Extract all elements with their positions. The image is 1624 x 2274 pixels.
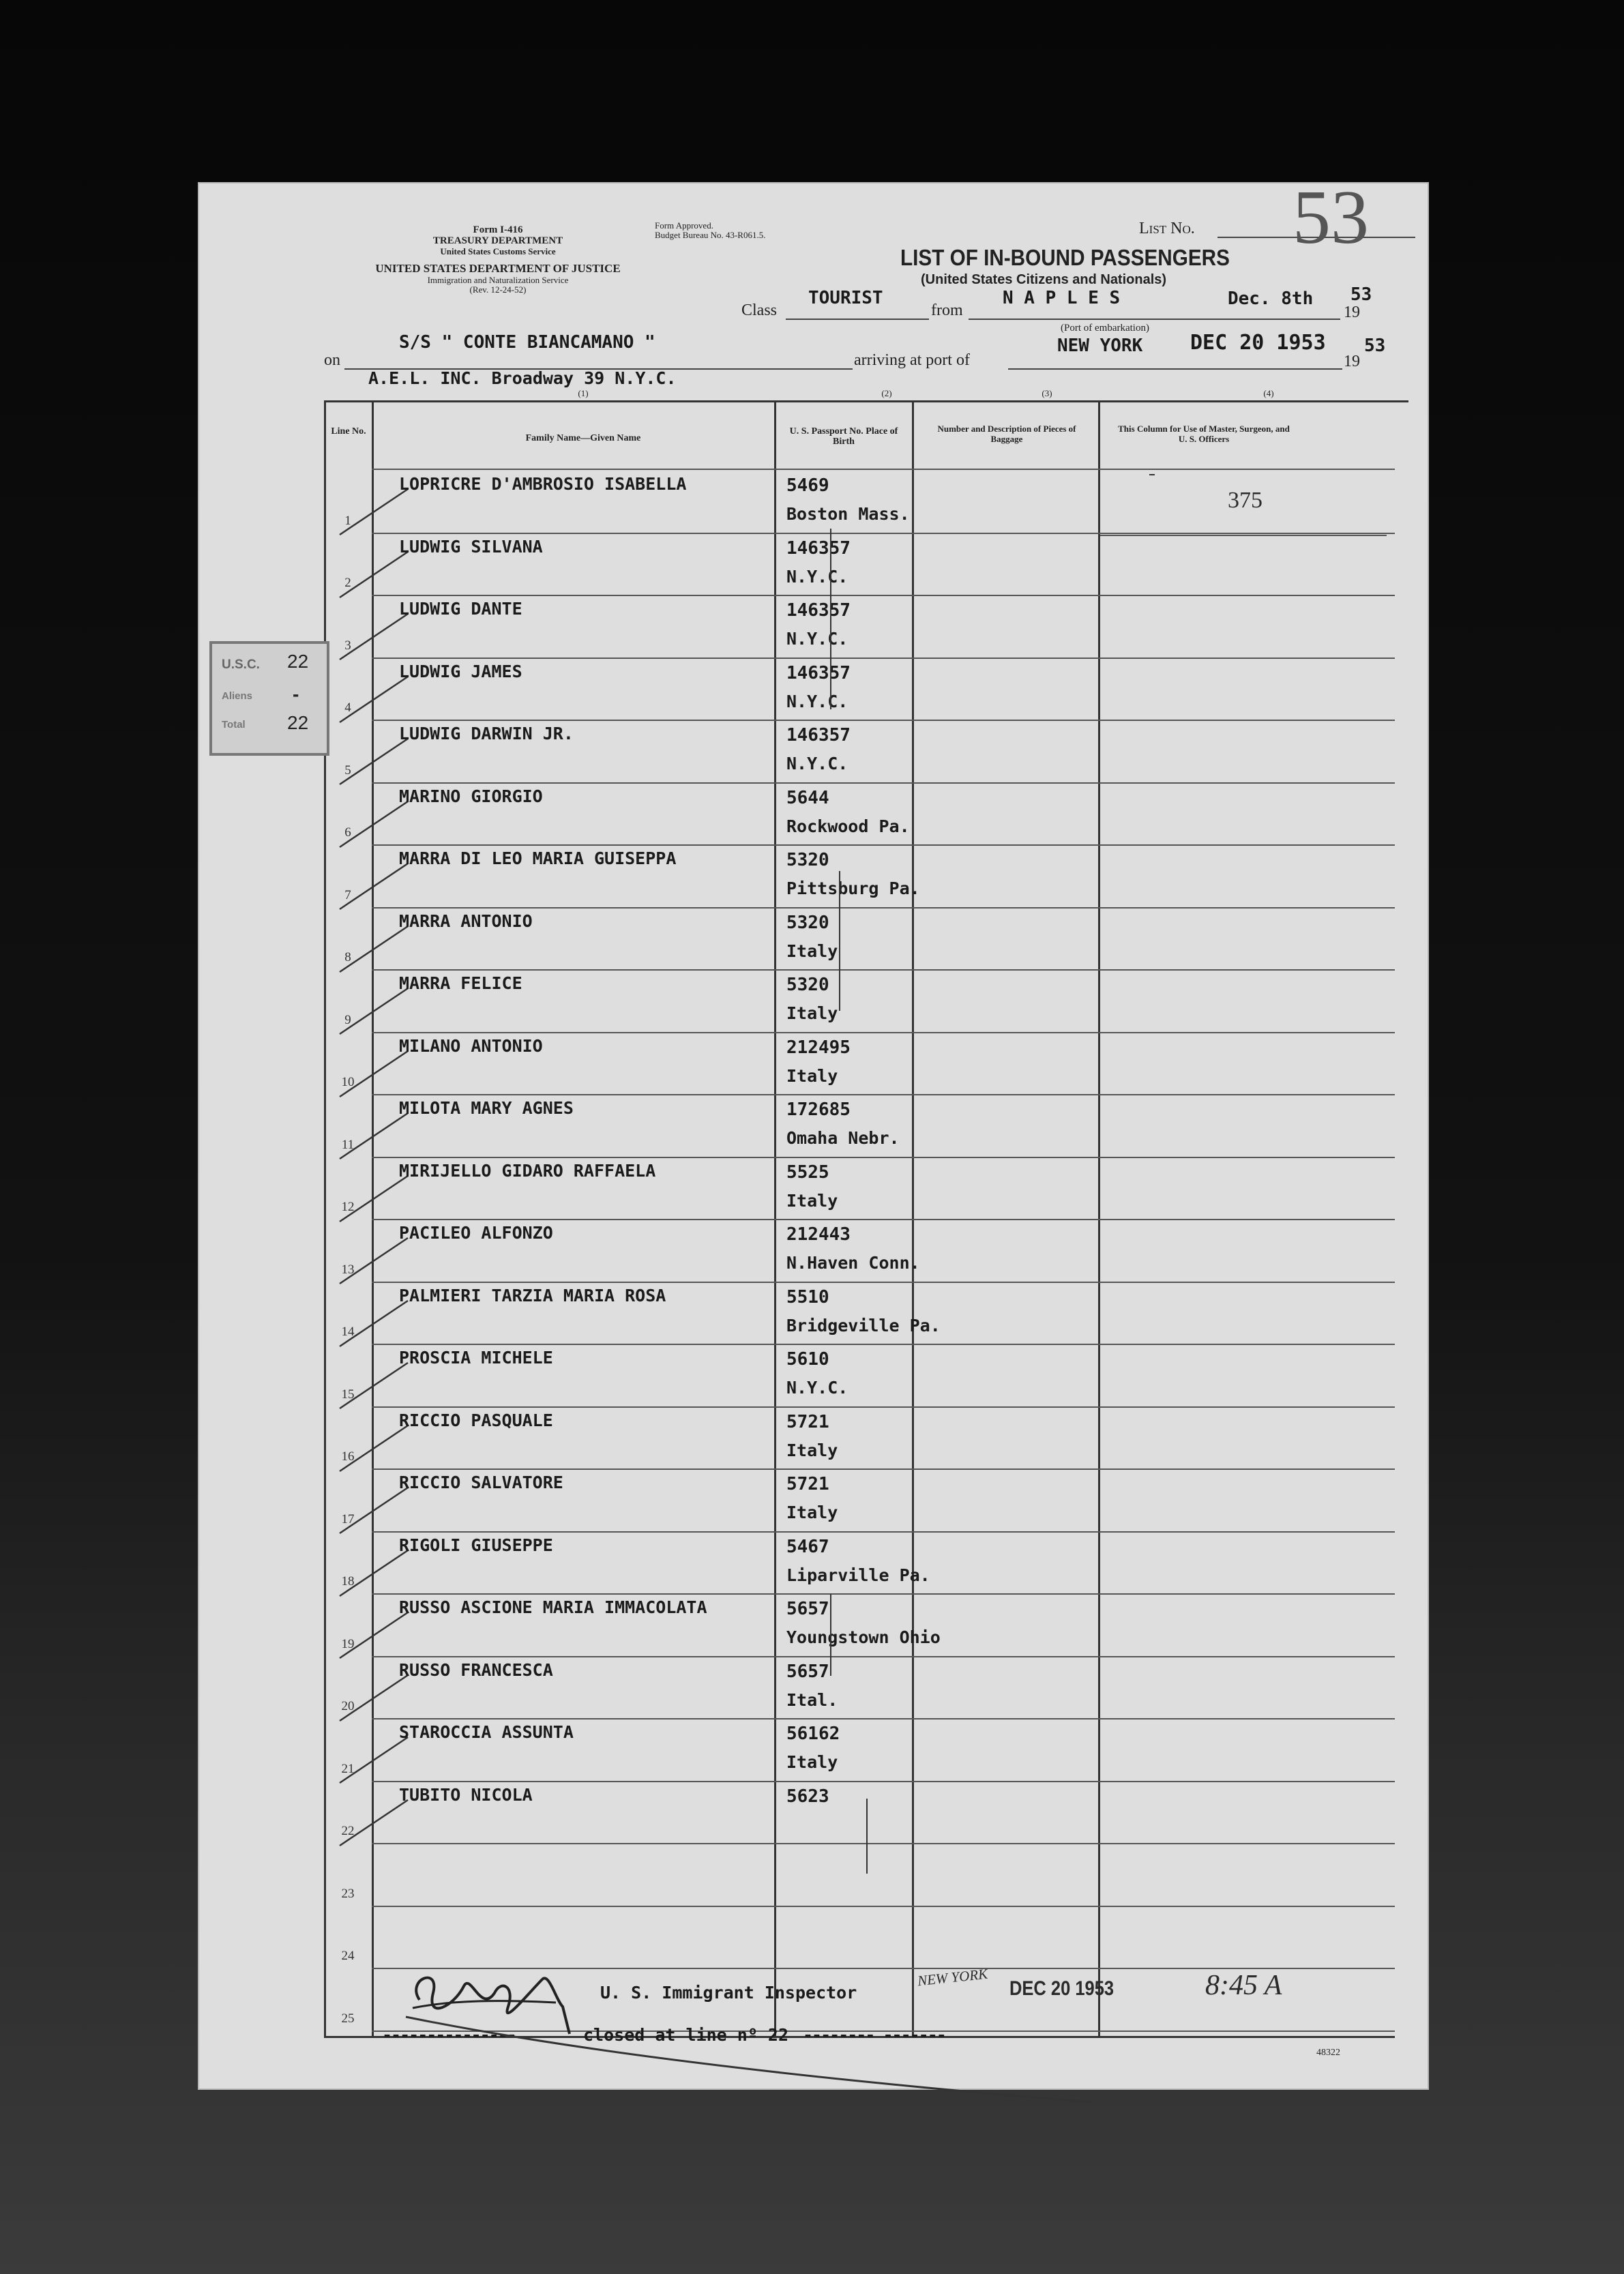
place-of-birth: Youngstown Ohio [786,1627,941,1647]
header-name: Family Name—Given Name [525,433,641,443]
passport-number: 5657 [786,1599,829,1619]
passenger-name: MARRA DI LEO MARIA GUISEPPA [399,848,677,868]
revision-date: (Rev. 12-24-52) [469,284,527,295]
family-bracket [866,1799,868,1874]
ins-label: Immigration and Naturalization Service [427,275,569,285]
passport-number: 5644 [786,787,829,808]
line-number: 15 [341,1387,355,1402]
budget-bureau: Budget Bureau No. 43-R061.5. [655,230,766,240]
place-of-birth: N.Y.C. [786,754,848,773]
passenger-name: TUBITO NICOLA [399,1784,533,1805]
passport-number: 5469 [786,475,829,496]
arrival-underline [1008,368,1342,370]
row-separator [372,1344,1395,1345]
passenger-name: LUDWIG SILVANA [399,536,543,557]
line-number: 9 [344,1012,351,1027]
passenger-name: STAROCCIA ASSUNTA [399,1722,574,1742]
manifest-sheet [198,175,1429,2090]
row-separator [372,720,1395,721]
passenger-name: PROSCIA MICHELE [399,1348,553,1368]
class-label: Class [741,301,778,319]
place-of-birth: Bridgeville Pa. [786,1315,941,1335]
place-of-birth: N.Y.C. [786,566,848,587]
place-of-birth: Italy [786,1003,838,1023]
stamp-value-usc: 22 [287,651,309,672]
passport-number: 5320 [786,975,829,995]
passenger-table [324,400,1408,2045]
place-of-birth: Italy [786,1190,838,1211]
passenger-name: MILANO ANTONIO [399,1035,543,1056]
arrival-port: NEW YORK [1057,336,1143,356]
inspector-port-handwritten: NEW YORK [916,1965,989,1990]
footer-code: 48322 [1316,2048,1340,2058]
department-of-justice: UNITED STATES DEPARTMENT OF JUSTICE [375,262,621,275]
header-bottom-rule [372,469,1395,470]
row-separator [372,1157,1395,1158]
line-number: 6 [344,825,351,840]
passenger-name: LUDWIG DARWIN JR. [399,724,574,743]
passenger-name: MARRA ANTONIO [399,911,533,931]
cancel-stroke [402,2010,1426,2106]
line-number: 21 [341,1761,355,1776]
line-number: 25 [341,2011,355,2026]
row-separator [372,1406,1395,1408]
inspector-title: U. S. Immigrant Inspector [600,1983,857,2003]
header-baggage: Number and Description of Pieces of Baggage [937,424,1076,444]
row-separator [372,782,1395,784]
from-port: N A P L E S [1003,288,1121,308]
line-number: 1 [344,513,351,528]
closed-dashes-right: -------- ------- [803,2025,945,2045]
family-bracket [830,529,831,709]
column-1-number: (1) [578,388,589,398]
line-number: 18 [341,1574,355,1589]
passport-number: 5721 [786,1411,829,1432]
from-underline [969,319,1340,320]
line-number: 10 [341,1075,355,1089]
line-number: 4 [344,700,351,715]
class-value: TOURIST [808,288,883,308]
place-of-birth: N.Y.C. [786,1378,848,1398]
row-separator [372,969,1395,971]
passenger-name: MARINO GIORGIO [399,786,543,806]
passenger-name: RICCIO SALVATORE [399,1473,563,1492]
row-separator [372,658,1395,659]
line-number: 16 [341,1449,355,1464]
row-separator [372,595,1395,596]
passport-number: 5657 [786,1661,829,1682]
shipping-agent: A.E.L. INC. Broadway 39 N.Y.C. [368,368,677,388]
passenger-name: RUSSO ASCIONE MARIA IMMACOLATA [399,1597,707,1617]
line-number: 19 [341,1636,355,1651]
line-number: 11 [341,1137,355,1152]
inspector-time: 8:45 A [1205,1970,1282,2001]
arriving-label: arriving at port of [854,351,970,369]
place-of-birth: Ital. [786,1689,838,1710]
form-number: Form I-416 [473,224,523,235]
family-bracket [830,1594,831,1676]
line-number: 5 [344,763,351,778]
line-number: 23 [341,1886,355,1901]
row-separator [372,1531,1395,1533]
stamp-value-aliens: - [293,683,299,705]
on-label: on [324,351,340,369]
place-of-birth: Rockwood Pa. [786,816,910,836]
line-number: 22 [341,1824,355,1838]
line-number: 13 [341,1262,355,1277]
passenger-name: RIGOLI GIUSEPPE [399,1535,553,1555]
passenger-name: PACILEO ALFONZO [399,1223,553,1243]
passenger-name: RICCIO PASQUALE [399,1410,553,1430]
line-number: 3 [344,638,351,653]
arrival-year: 53 [1364,336,1386,356]
row-separator [372,907,1395,909]
closed-at-line: closed at line nº 22 [583,2025,789,2045]
list-no-value: 53 [1293,175,1369,260]
header-line-no: Line No. [331,426,366,437]
arrival-date: DEC 20 1953 [1190,331,1326,355]
embark-year-prefix: 19 [1344,304,1360,321]
passport-number: 5467 [786,1536,829,1557]
port-of-embarkation-label: (Port of embarkation) [1061,323,1149,334]
place-of-birth: N.Haven Conn. [786,1253,920,1273]
arrival-year-prefix: 19 [1344,353,1360,370]
list-no-label: List No. [1139,220,1195,237]
place-of-birth: N.Y.C. [786,629,848,649]
passport-number: 172685 [786,1099,851,1120]
stamp-value-total: 22 [287,712,309,733]
passport-number: 5623 [786,1786,829,1807]
row-separator [372,1656,1395,1657]
row-separator [372,1282,1395,1283]
stamp-label-aliens: Aliens [222,690,253,702]
passport-number: 212443 [786,1224,851,1245]
place-of-birth: Italy [786,1752,838,1772]
class-underline [786,319,929,320]
form-subtitle: (United States Citizens and Nationals) [921,272,1167,287]
passenger-name: MARRA FELICE [399,973,522,993]
passenger-name: LUDWIG JAMES [399,661,522,681]
row-separator [372,1468,1395,1470]
row-separator [372,1094,1395,1095]
place-of-birth: Italy [786,1503,838,1522]
line-number: 7 [344,887,351,902]
officer-dash [1149,474,1155,475]
line-number: 14 [341,1325,355,1339]
customs-service: United States Customs Service [440,246,556,256]
place-of-birth: Pittsburg Pa. [786,878,920,898]
passport-number: 146357 [786,537,851,559]
stamp-label-total: Total [222,719,246,730]
row-separator [372,1593,1395,1595]
embark-year: 53 [1350,284,1372,305]
form-title: LIST OF IN-BOUND PASSENGERS [900,245,1230,270]
line-number: 17 [341,1511,355,1526]
column-4-number: (4) [1263,388,1274,398]
passport-number: 56162 [786,1724,840,1744]
passport-number: 5525 [786,1162,829,1183]
passport-number: 212495 [786,1037,851,1058]
from-label: from [931,301,963,319]
passport-number: 5320 [786,912,829,933]
officer-note: 375 [1228,488,1263,513]
place-of-birth: Boston Mass. [786,504,910,524]
passport-number: 146357 [786,600,851,621]
line-number: 8 [344,950,351,964]
place-of-birth: Italy [786,1440,838,1460]
passenger-name: PALMIERI TARZIA MARIA ROSA [399,1285,666,1305]
line-number: 20 [341,1699,355,1713]
passenger-name: MILOTA MARY AGNES [399,1098,574,1118]
header-passport: U. S. Passport No. Place of Birth [789,426,898,447]
family-bracket [839,871,840,1011]
passenger-name: LUDWIG DANTE [399,599,522,619]
passport-number: 146357 [786,725,851,745]
passenger-name: RUSSO FRANCESCA [399,1659,553,1680]
treasury-department: TREASURY DEPARTMENT [432,235,563,246]
passport-number: 5510 [786,1286,829,1308]
place-of-birth: Liparville Pa. [786,1565,930,1585]
line-number: 24 [341,1949,355,1963]
passenger-name: MIRIJELLO GIDARO RAFFAELA [399,1160,656,1181]
row-separator [372,1718,1395,1719]
inspector-date-stamp: DEC 20 1953 [1009,1977,1114,2000]
place-of-birth: Omaha Nebr. [786,1128,900,1148]
row-separator [372,1843,1395,1844]
row-separator [372,1781,1395,1782]
passport-number: 5721 [786,1474,829,1494]
line-number: 12 [341,1200,355,1214]
row-separator [372,533,1395,534]
row-separator [372,1219,1395,1220]
form-approved: Form Approved. [655,220,713,231]
passport-number: 5610 [786,1349,829,1370]
header-officers: This Column for Use of Master, Surgeon, and U. S. Officers [1118,424,1290,444]
ship-name: S/S " CONTE BIANCAMANO " [399,332,655,353]
place-of-birth: Italy [786,941,838,961]
passport-number: 146357 [786,662,851,683]
row-separator [372,1032,1395,1033]
officer-column-rule [1100,535,1387,536]
line-number: 2 [344,576,351,590]
row-separator [372,844,1395,846]
column-2-number: (2) [881,388,892,398]
closed-dashes-left: --------------- [382,2025,516,2045]
stamp-label-usc: U.S.C. [222,658,260,672]
passenger-name: LOPRICRE D'AMBROSIO ISABELLA [399,474,687,494]
passport-number: 5320 [786,850,829,870]
place-of-birth: Italy [786,1065,838,1086]
place-of-birth: N.Y.C. [786,691,848,711]
row-separator [372,1906,1395,1907]
citizen-count-stamp [209,641,329,756]
embark-date: Dec. 8th [1228,289,1314,309]
column-3-number: (3) [1042,388,1052,398]
